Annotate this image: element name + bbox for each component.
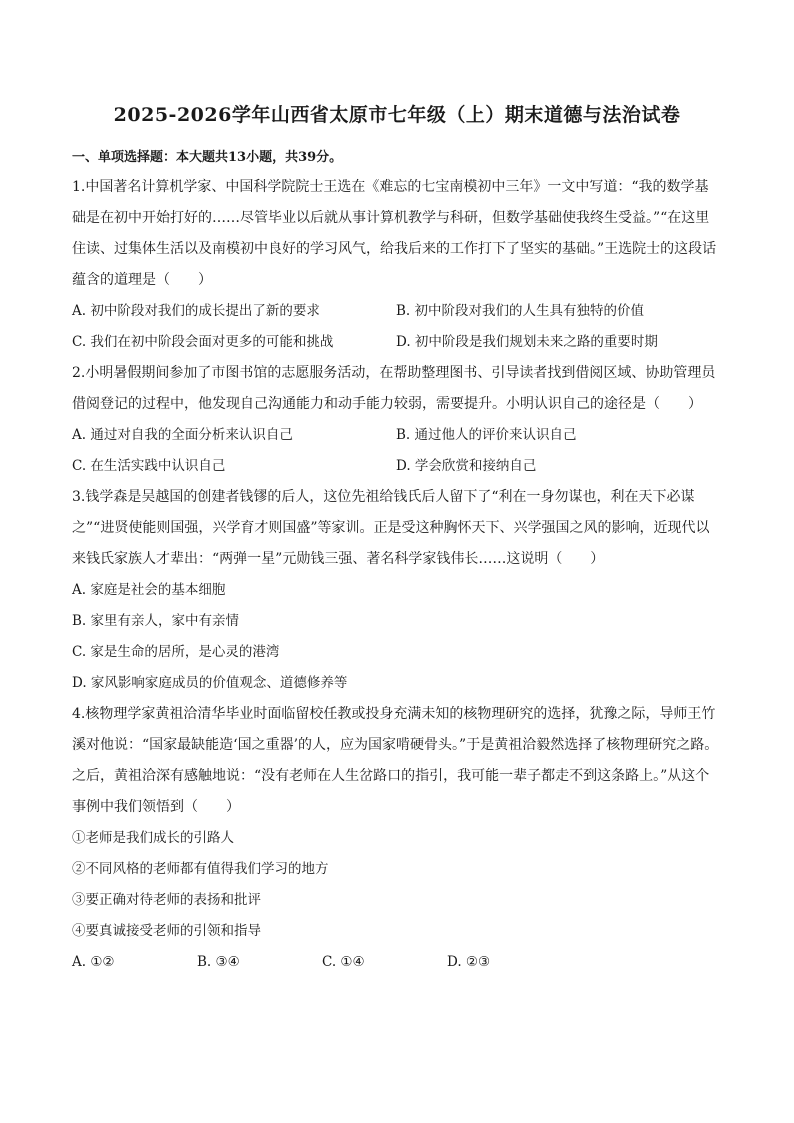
option-a[interactable]: A. ①② [72,954,115,970]
option-d[interactable]: D. 学会欣赏和接纳自己 [396,458,537,474]
option-row [72,296,720,327]
option-row [72,451,720,482]
option-row [72,327,720,358]
option-c[interactable]: C. 在生活实践中认识自己 [72,458,226,474]
option-d[interactable]: D. 初中阶段是我们规划未来之路的重要时期 [396,334,658,350]
question-list [72,172,720,978]
option-c[interactable]: C. 家是生命的居所，是心灵的港湾 [72,644,280,660]
option-a[interactable]: A. 通过对自我的全面分析来认识自己 [72,427,293,443]
question-3 [72,482,720,699]
option-d[interactable]: D. ②③ [447,954,491,970]
option-row [72,947,720,978]
option-c[interactable]: C. ①④ [322,954,365,970]
option-b[interactable]: B. 通过他人的评价来认识自己 [396,427,577,443]
question-2 [72,358,720,482]
question-1 [72,172,720,358]
question-4 [72,699,720,978]
option-d[interactable]: D. 家风影响家庭成员的价值观念、道德修养等 [72,675,348,691]
statement-3: ③要正确对待老师的表扬和批评 [72,892,261,908]
page-title: 2025-2026学年山西省太原市七年级（上）期末道德与法治试卷 [113,104,681,126]
statement-1: ①老师是我们成长的引路人 [72,830,234,846]
statement-4: ④要真诚接受老师的引领和指导 [72,923,261,939]
option-b[interactable]: B. 初中阶段对我们的人生具有独特的价值 [396,303,645,319]
option-b[interactable]: B. 家里有亲人，家中有亲情 [72,613,240,629]
question-stem: 1.中国著名计算机学家、中国科学院院士王选在《难忘的七宝南模初中三年》一文中写道：“我的数学基础是在初中开始打好的……尽管毕业以后就从事计算机教学与科研，但数学基础使我终生受益。”“在这里住读、过集体生活以及南模初中良好的学习风气，给我后来的工作打下了坚实的基础。”王选院士的这段话蕴含的道理是（ ） [72,179,717,288]
option-a[interactable]: A. 初中阶段对我们的成长提出了新的要求 [72,303,320,319]
option-a[interactable]: A. 家庭是社会的基本细胞 [72,582,226,598]
option-row [72,420,720,451]
option-c[interactable]: C. 我们在初中阶段会面对更多的可能和挑战 [72,334,334,350]
option-b[interactable]: B. ③④ [197,954,240,970]
statement-2: ②不同风格的老师都有值得我们学习的地方 [72,861,329,877]
question-stem: 3.钱学森是吴越国的创建者钱镠的后人，这位先祖给钱氏后人留下了“利在一身勿谋也，利在天下必谋之”“进贤使能则国强，兴学育才则国盛”等家训。正是受这种胸怀天下、兴学强国之风的影响，近现代以来钱氏家族人才辈出：“两弹一星”元勋钱三强、著名科学家钱伟长……这说明（ ） [72,489,710,567]
question-stem: 2.小明暑假期间参加了市图书馆的志愿服务活动，在帮助整理图书、引导读者找到借阅区域、协助管理员借阅登记的过程中，他发现自己沟通能力和动手能力较弱，需要提升。小明认识自己的途径是（ ） [72,365,716,412]
question-stem: 4.核物理学家黄祖洽清华毕业时面临留校任教或投身充满未知的核物理研究的选择，犹豫之际，导师王竹溪对他说：“国家最缺能造‘国之重器’的人，应为国家啃硬骨头。”于是黄祖洽毅然选择了核物理研究之路。之后，黄祖洽深有感触地说：“没有老师在人生岔路口的指引，我可能一辈子都走不到这条路上。”从这个事例中我们领悟到（ ） [72,706,719,815]
section-heading: 一、单项选择题：本大题共13小题，共39分。 [72,150,343,165]
